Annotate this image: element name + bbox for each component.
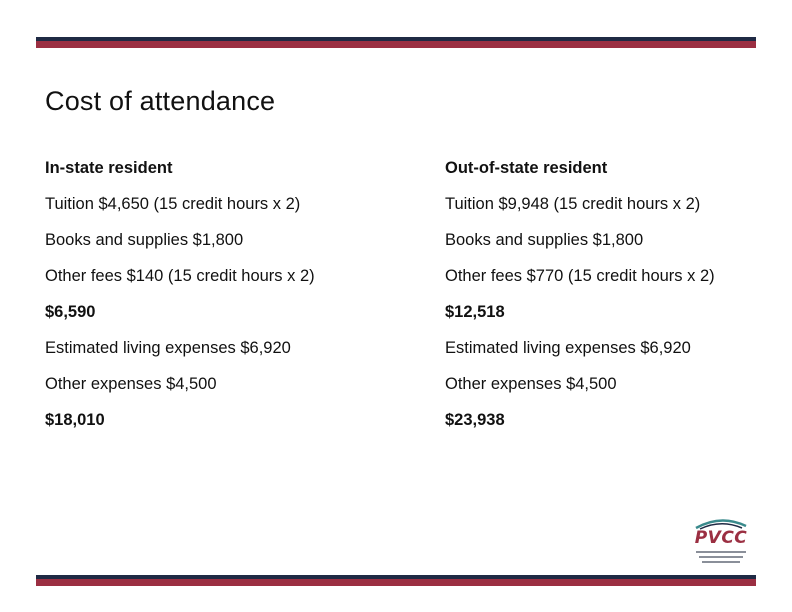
out-of-state-other-expenses: Other expenses $4,500: [445, 375, 617, 393]
in-state-column: [45, 150, 385, 438]
in-state-header: In-state resident: [45, 159, 173, 177]
in-state-books: Books and supplies $1,800: [45, 231, 244, 249]
out-of-state-tuition: Tuition $9,948 (15 credit hours x 2): [445, 195, 701, 213]
in-state-living-expenses: Estimated living expenses $6,920: [45, 339, 291, 357]
out-of-state-other-fees: Other fees $770 (15 credit hours x 2): [445, 267, 715, 285]
in-state-subtotal: $6,590: [45, 303, 96, 321]
logo-wordmark: PVCC: [694, 528, 748, 548]
in-state-other-fees: Other fees $140 (15 credit hours x 2): [45, 267, 315, 285]
bottom-bar-maroon-stripe: [36, 579, 756, 586]
out-of-state-books: Books and supplies $1,800: [445, 231, 644, 249]
top-accent-bar: [36, 37, 756, 48]
logo-tagline-lines: [696, 551, 746, 566]
in-state-other-expenses: Other expenses $4,500: [45, 375, 217, 393]
out-of-state-total: $23,938: [445, 411, 505, 429]
out-of-state-column: [445, 150, 785, 438]
top-bar-maroon-stripe: [36, 41, 756, 48]
out-of-state-living-expenses: Estimated living expenses $6,920: [445, 339, 691, 357]
page-title: Cost of attendance: [45, 86, 276, 116]
bottom-accent-bar: [36, 575, 756, 586]
out-of-state-header: Out-of-state resident: [445, 159, 608, 177]
pvcc-logo: [690, 516, 752, 568]
out-of-state-subtotal: $12,518: [445, 303, 505, 321]
in-state-total: $18,010: [45, 411, 105, 429]
in-state-tuition: Tuition $4,650 (15 credit hours x 2): [45, 195, 301, 213]
